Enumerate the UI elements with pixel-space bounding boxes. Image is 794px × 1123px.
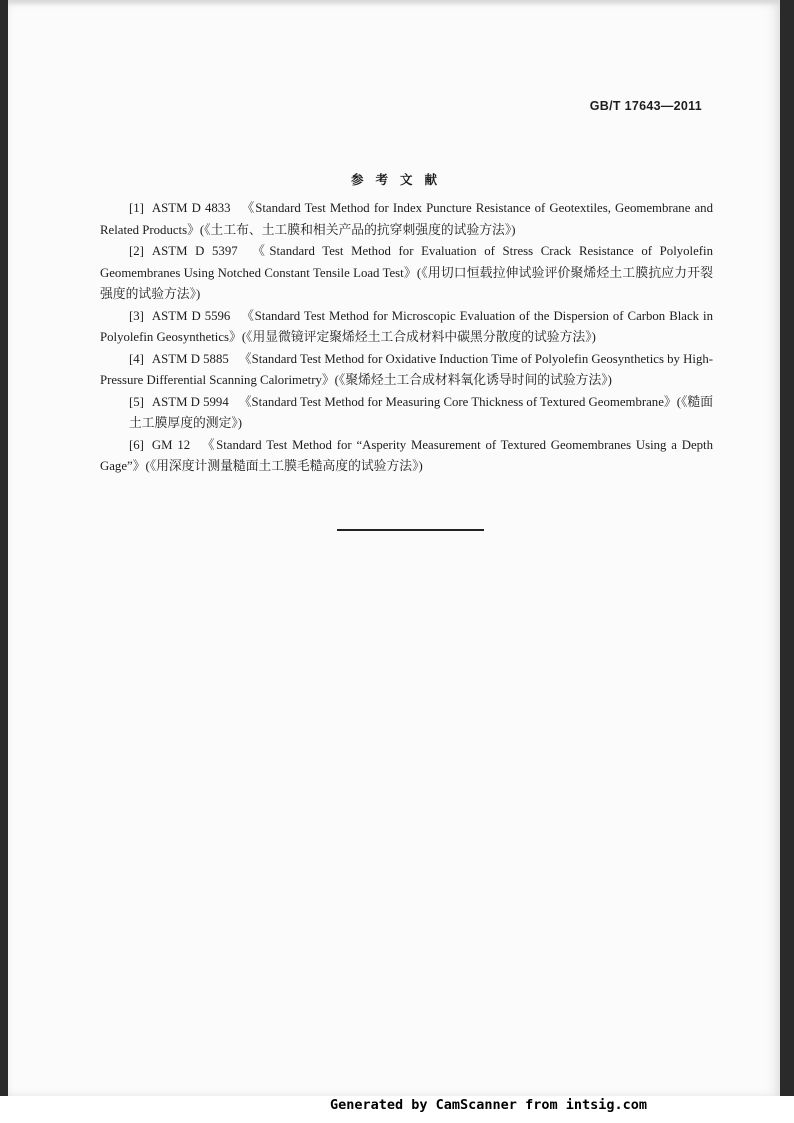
end-rule (337, 529, 484, 531)
reference-item-4 (100, 349, 713, 392)
reference-number: [1] (129, 201, 144, 215)
reference-text: 《Standard Test Method for Evaluation of Stress Crack Resistance of Polyolefin Geomembranes Using Notched Constant Tensile Load Test》(《用切口恒载拉伸试验评价聚烯烃土工膜抗应力开裂强度的试验方法》) (100, 244, 714, 301)
reference-text: 《Standard Test Method for Measuring Core Thickness of Textured Geomembrane》(《糙面土工膜厚度的测定》) (129, 394, 713, 430)
reference-item-2 (100, 241, 713, 306)
reference-item-1 (100, 198, 713, 241)
reference-code: ASTM D 5994 (151, 394, 229, 409)
reference-number: [3] (129, 308, 144, 323)
section-title: 参考文献 (350, 172, 449, 187)
reference-text: 《Standard Test Method for Index Puncture Resistance of Geotextiles, Geomembrane and Related Products》(《土工布、土工膜和相关产品的抗穿刺强度的试验方法》) (100, 201, 713, 237)
reference-number: [4] (129, 351, 144, 366)
reference-item-6 (100, 435, 713, 478)
standard-number: GB/T 17643—2011 (589, 99, 702, 113)
reference-code: GM 12 (151, 437, 191, 452)
reference-code: ASTM D 5885 (151, 351, 229, 366)
document-page (8, 0, 780, 1096)
reference-item-5 (100, 392, 713, 435)
scan-edge-shadow (8, 0, 780, 6)
reference-number: [5] (129, 394, 144, 409)
reference-text: 《Standard Test Method for “Asperity Measurement of Textured Geomembranes Using a Depth Gage”》(《用深度计测量糙面土工膜毛糙高度的试验方法》) (100, 437, 713, 473)
reference-code: ASTM D 5397 (151, 244, 238, 258)
reference-code: ASTM D 4833 (151, 201, 231, 215)
reference-text: 《Standard Test Method for Oxidative Induction Time of Polyolefin Geosynthetics by High-Pressure Differential Scanning Calorimetry》(《聚烯烃土工合成材料氧化诱导时间的试验方法》) (100, 351, 714, 387)
reference-number: [6] (129, 437, 144, 452)
reference-text: 《Standard Test Method for Microscopic Evaluation of the Dispersion of Carbon Black in Polyolefin Geosynthetics》(《用显微镜评定聚烯烃土工合成材料中碳黑分散度的试验方法》) (100, 308, 713, 344)
reference-list (100, 198, 713, 478)
reference-item-3 (100, 306, 713, 349)
reference-code: ASTM D 5596 (151, 308, 231, 323)
scanner-watermark: Generated by CamScanner from intsig.com (330, 1097, 647, 1113)
reference-number: [2] (129, 244, 144, 258)
